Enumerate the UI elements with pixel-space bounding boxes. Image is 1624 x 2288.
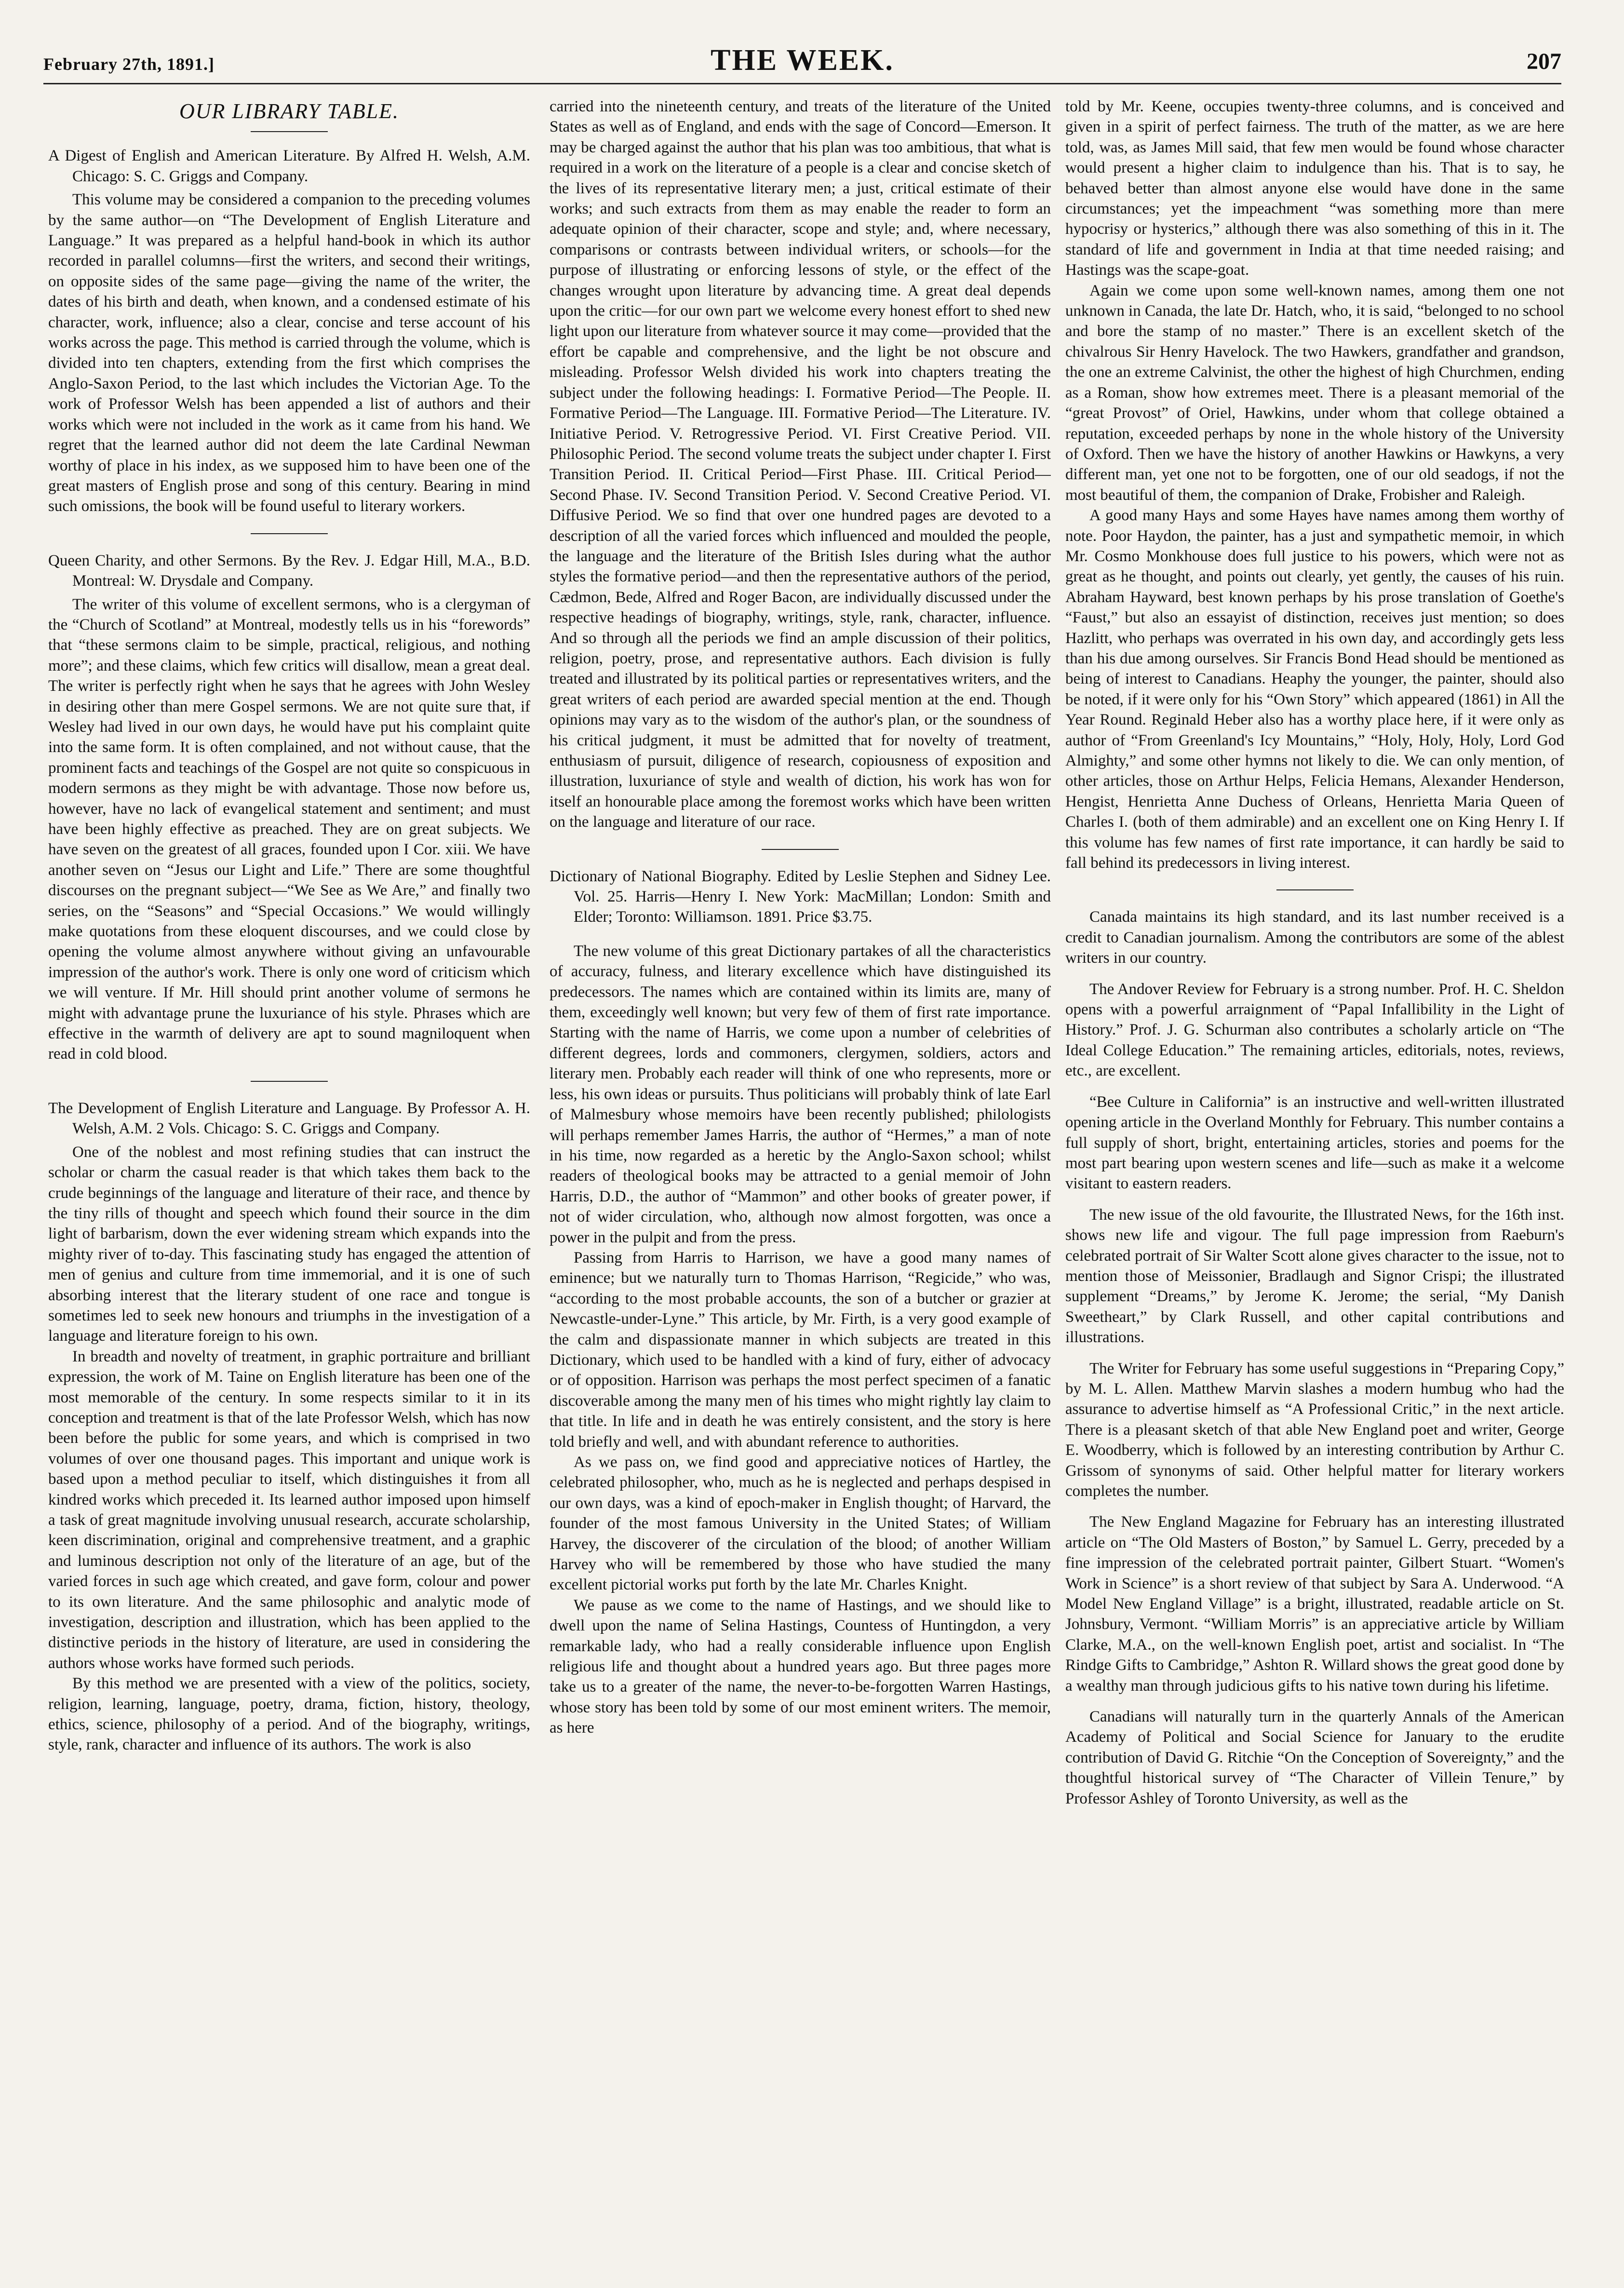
- page-header: [43, 43, 1561, 82]
- review-divider: [251, 1081, 328, 1082]
- review-paragraph: Passing from Harris to Harrison, we have a good many names of eminence; but we naturally turn to Thomas Harrison, “Regicide,” who was, “according to the most probable accounts, the son of a butcher or grazier at Newcastle-under-Lyne.” This article, by Mr. Firth, is a very good example of the calm and dispassionate manner in which subjects are treated in this Dictionary, which used to be handled with a kind of fury, either of advocacy or of opposition. Harrison was perhaps the most perfect specimen of a fanatic discoverable among the many men of his times who might rightly lay claim to that title. In life and in death he was entirely consistent, and the story is here told briefly and well, and with abundant reference to authorities.: [550, 1249, 1051, 1451]
- review-paragraph: The new volume of this great Dictionary partakes of all the characteristics of accuracy, fulness, and literary excellence which have distinguished its predecessors. The names which are contained within its limits are, many of them, exceedingly well known; but very few of them of first rate importance. Starting with the name of Harris, we come upon a number of celebrities of different degrees, lords and commoners, clergymen, soldiers, actors and literary men. Probably each reader will think of one who represents, more or less, his own ideas or pursuits. Thus politicians will probably think of late Earl of Malmesbury whose memoirs have been recently published; philologists will perhaps remember James Harris, the author of “Hermes,” a man of note in his time, now regarded as a heretic by the Anglo-Saxon school; whilst readers of theological books may be attracted to a genial memoir of John Harris, D.D., the author of “Mammon” and other books of greater power, if not of wider circulation, who, although now almost forgotten, was once a power in the pulpit and from the press.: [550, 942, 1051, 1246]
- review-paragraph: We pause as we come to the name of Hastings, and we should like to dwell upon the name of Selina Hastings, Countess of Huntingdon, a very remarkable lady, who had a really considerable influence upon English religious life and thought about a hundred years ago. But three pages more take us to a greater of the name, the never-to-be-forgotten Warren Hastings, whose story has been told by some of our most eminent writers. The memoir, as here: [550, 1596, 1051, 1737]
- column-1: [48, 96, 530, 2269]
- column-2: [550, 96, 1051, 2269]
- section-title: OUR LIBRARY TABLE.: [179, 99, 400, 123]
- review-body-digest: This volume may be considered a companion to the preceding volumes by the same author—on “The Development of English Literature and Language.” It was prepared as a helpful hand-book in which its author recorded in parallel columns—first the writers, and second their writings, on opposite sides of the same page—giving the name of the writer, the dates of his birth and death, when known, and a condensed estimate of his character, work, influence; also a clear, concise and terse account of his works across the page. This method is carried through the volume, which is divided into ten chapters, extending from the first which comprises the Anglo-Saxon Period, to the last which includes the Victorian Age. To the work of Professor Welsh has been appended a list of authors and their works which were not included in the work as it came from his hand. We regret that the learned author did not deem the late Cardinal Newman worthy of place in his index, as we supposed him to have been one of the great masters of English prose and song of this century. Bearing in mind such omissions, the book will be found useful to literary workers.: [48, 191, 530, 515]
- review-heading-digest: A Digest of English and American Literature. By Alfred H. Welsh, A.M. Chicago: S. C. Griggs and Company.: [48, 147, 530, 185]
- review-paragraph: In breadth and novelty of treatment, in graphic portraiture and brilliant expression, the work of M. Taine on English literature has been one of the most memorable of the century. In some respects similar to it in its conception and treatment is that of the late Professor Welsh, which has now been before the public for some years, and which is comprised in two volumes of over one thousand pages. This important and unique work is based upon a method peculiar to itself, which distinguishes it from all kindred works which preceded it. Its learned author imposed upon himself a task of great magnitude involving unusual research, accurate scholarship, keen discrimination, original and comprehensive treatment, and a graphic and luminous description not only of the literature of an age, but of the varied forces in such age which created, and gave form, colour and power to its own literature. And the same philosophic and analytic mode of investigation, description and illustration, which has been applied to the distinctive periods in the history of literature, are used in considering the authors whose works have formed such periods.: [48, 1347, 530, 1672]
- review-divider: [1276, 889, 1354, 890]
- review-heading-queen-charity: Queen Charity, and other Sermons. By the Rev. J. Edgar Hill, M.A., B.D. Montreal: W. Drysdale and Company.: [48, 552, 530, 590]
- periodical-note-andover: The Andover Review for February is a strong number. Prof. H. C. Sheldon opens with a powerful arraignment of “Papal Infallibility in the Light of History.” Prof. J. G. Schurman also contributes a scholarly article on “The Ideal College Education.” The remaining articles, editorials, notes, reviews, etc., are excellent.: [1065, 980, 1564, 1080]
- review-body-queen-charity: The writer of this volume of excellent sermons, who is a clergyman of the “Church of Scotland” at Montreal, modestly tells us in his “forewords” that “these sermons claim to be simple, practical, religious, and nothing more”; and these claims, which few critics will disallow, mean a great deal. The writer is perfectly right when he says that he agrees with John Wesley in desiring other than mere Gospel sermons. We are not quite sure that, if Wesley had lived in our own days, he would have put his complaint quite into the same form. It is often complained, and not without cause, that the prominent facts and teachings of the Gospel are not quite so conspicuous in modern sermons as they might be with advantage. Those now before us, however, have no lack of evangelical statement and sentiment; and must have been highly effective as preached. They are on great subjects. We have seven on the greatest of all graces, founded upon I Cor. xiii. We have another seven on “Jesus our Light and Life.” There are some thoughtful discourses on the pregnant subject—“We See as We Are,” and finally two series, on the “Seasons” and “Special Occasions.” We would willingly make quotations from these eloquent discourses, and we could close by opening the volume almost anywhere without giving an unfavourable impression of the author's work. There is only one word of criticism which we will venture. If Mr. Hill should print another volume of sermons he might with advantage prune the luxuriance of his style. Phrases which are effective in the warmth of delivery are apt to sound magniloquent when read in cold blood.: [48, 595, 530, 1063]
- review-paragraph: As we pass on, we find good and appreciative notices of Hartley, the celebrated philosopher, who, much as he is neglected and perhaps despised in our own days, was a kind of epoch-maker in English thought; of Harvard, the founder of the most famous University in the United States; of William Harvey, the discoverer of the circulation of the blood; of another William Harvey who will be remembered by those who have studied the many excellent pictorial works put forth by the late Mr. Charles Knight.: [550, 1454, 1051, 1594]
- periodical-note-canada: Canada maintains its high standard, and its last number received is a credit to Canadian journalism. Among the contributors are some of the ablest writers in our country.: [1065, 908, 1564, 967]
- review-heading-development: The Development of English Literature and Language. By Professor A. H. Welsh, A.M. 2 Vols. Chicago: S. C. Griggs and Company.: [48, 1099, 530, 1138]
- periodical-note-illustrated-news: The new issue of the old favourite, the Illustrated News, for the 16th inst. shows new life and vigour. The full page impression from Raeburn's celebrated portrait of Sir Walter Scott alone gives character to the issue, not to mention those of Meissonier, Bradlaugh and Signor Crispi; the illustrated supplement “Dreams,” by Jerome K. Jerome; the serial, “My Danish Sweetheart,” by Clark Russell, and other capital contributions and illustrations.: [1065, 1206, 1564, 1346]
- review-paragraph: told by Mr. Keene, occupies twenty-three columns, and is conceived and given in a spirit of perfect fairness. The truth of the matter, as we are here told, was, as James Mill said, that few men would be found whose character would present a higher claim to indulgence than his. That is to say, he behaved better than almost anyone else would have done in the same circumstances; yet the impeachment “was something more than mere hypocrisy or hysterics,” although there was also something of this in it. The standard of life and government in India at that time needed raising; and Hastings was the scape-goat.: [1065, 98, 1564, 279]
- header-rule: [43, 83, 1561, 84]
- page-number: 207: [1527, 49, 1561, 74]
- review-divider: [762, 849, 839, 850]
- issue-date: February 27th, 1891.]: [43, 54, 215, 74]
- review-paragraph: carried into the nineteenth century, and treats of the literature of the United States as well as of England, and ends with the sage of Concord—Emerson. It may be charged against the author that his plan was too ambitious, that what is required in a work on the literature of a people is a clear and concise sketch of the lives of its representative literary men; a just, critical estimate of their works; and such extracts from them as may enable the reader to form an adequate opinion of their character, scope and style; and, where necessary, comparisons or contrasts between individual writers, or schools—for the purpose of illustrating or enforcing lessons of style, or the effect of the changes wrought upon literature by advancing time. A great deal depends upon the critic—for our own part we welcome every honest effort to shed new light upon our literature from whatever source it may come—provided that the effort be capable and comprehensive, and the light be not obscure and misleading. Professor Welsh divided his work into chapters treating the subject under the following headings: I. Formative Period—The People. II. Formative Period—The Language. III. Formative Period—The Literature. IV. Initiative Period. V. Retrogressive Period. VI. First Creative Period. VII. Philosophic Period. The second volume treats the subject under chapter I. First Transition Period. II. Critical Period—First Phase. III. Critical Period—Second Phase. IV. Second Transition Period. V. Second Creative Period. VI. Diffusive Period. We so find that over one hundred pages are devoted to a description of all the varied forces which influenced and moulded the people, the language and the literature of the British Isles during what the author styles the formative period—and then the representative authors of the period, Cædmon, Bede, Alfred and Roger Bacon, are individually discussed under the respective headings of biography, writings, style, rank, character, influence. And so through all the periods we find an ample discussion of their politics, religion, poetry, prose, and representative authors. Each division is fully treated and illustrated by its political parties or representatives writers, and the great writers of each period are awarded special mention at the end. Though opinions may vary as to the wisdom of the author's plan, or the soundness of his critical judgment, it must be admitted that for novelty of treatment, enthusiasm of pursuit, diligence of research, copiousness of exposition and illustration, luxuriance of style and wealth of diction, his work has won for itself an honourable place among the foremost works which have been written on the language and literature of our race.: [550, 98, 1051, 831]
- review-paragraph: A good many Hays and some Hayes have names among them worthy of note. Poor Haydon, the painter, has a just and sympathetic memoir, in which Mr. Cosmo Monkhouse does full justice to his powers, which were not as great as he thought, and points out clearly, yet gently, the causes of his ruin. Abraham Hayward, best known perhaps by his prose translation of Goethe's “Faust,” but also an essayist of distinction, receives just mention; so does Hazlitt, who perhaps was overrated in his own day, and accordingly gets less than his due among ourselves. Sir Francis Bond Head should be mentioned as being of interest to Canadians. Heaphy the younger, the painter, should also be noted, if it were only for his “Own Story” which appeared (1861) in All the Year Round. Reginald Heber also has a worthy place here, if it were only as author of “From Greenland's Icy Mountains,” “Holy, Holy, Holy, Lord God Almighty,” and some other hymns not likely to die. We can only mention, of other articles, those on Arthur Helps, Felicia Hemans, Alexander Henderson, Hengist, Henrietta Anne Duchess of Orleans, Henrietta Maria Queen of Charles I. (both of them admirable) and an excellent one on King Henry I. If this volume has few names of first rate importance, it can hardly be said to fall behind its predecessors in living interest.: [1065, 507, 1564, 872]
- periodical-note-annals: Canadians will naturally turn in the quarterly Annals of the American Academy of Political and Social Science for January to the erudite contribution of David G. Ritchie “On the Conception of Sovereignty,” and the thoughtful historical survey of “The Character of Villein Tenure,” by Professor Ashley of Toronto University, as well as the: [1065, 1708, 1564, 1807]
- periodical-note-new-england: The New England Magazine for February has an interesting illustrated article on “The Old Masters of Boston,” by Samuel L. Gerry, preceded by a fine impression of the celebrated portrait painter, Gilbert Stuart. “Women's Work in Science” is a short review of that subject by Sara A. Underwood. “A Model New England Village” is a bright, illustrated, readable article on St. Johnsbury, Vermont. “William Morris” is an appreciative article by William Clarke, M.A., on the well-known English poet, artist and socialist. In “The Rindge Gifts to Cambridge,” Ashton R. Willard shows the great good done by a wealthy man through judicious gifts to his native town during his lifetime.: [1065, 1513, 1564, 1695]
- masthead-title: THE WEEK.: [711, 44, 894, 77]
- periodical-note-writer: The Writer for February has some useful suggestions in “Preparing Copy,” by M. L. Allen. Matthew Marvin slashes a modern humbug who had the assurance to advertise himself as “A Professional Critic,” in the next article. There is a pleasant sketch of that able New England poet and writer, George E. Woodberry, which is followed by an interesting contribution by Arthur C. Grissom of synonyms of said. Other helpful matter for literary workers completes the number.: [1065, 1359, 1564, 1500]
- review-heading-dictionary: Dictionary of National Biography. Edited by Leslie Stephen and Sidney Lee. Vol. 25. Harris—Henry I. New York: MacMillan; London: Smith and Elder; Toronto: Williamson. 1891. Price $3.75.: [550, 867, 1051, 926]
- column-3: [1065, 96, 1564, 2269]
- review-paragraph: One of the noblest and most refining studies that can instruct the scholar or charm the casual reader is that which takes them back to the crude beginnings of the language and literature of their race, and thence by the tiny rills of thought and speech which found their source in the dim light of barbarism, down the ever widening stream which expands into the mighty river of to-day. This fascinating study has engaged the attention of men of genius and culture from time immemorial, and it is one of such absorbing interest that the literary student of one race and tongue is sometimes led to seek new honours and triumphs in the investigation of a language and literature foreign to his own.: [48, 1143, 530, 1345]
- review-paragraph: Again we come upon some well-known names, among them one not unknown in Canada, the late Dr. Hatch, who, it is said, “belonged to no school and bore the stamp of no master.” There is an excellent sketch of the chivalrous Sir Henry Havelock. The two Hawkers, grandfather and grandson, the one an extreme Calvinist, the other the highest of high Churchmen, ending as a Roman, show how extremes meet. There is a pleasant memorial of the “great Provost” of Oriel, Hawkins, under whom that college obtained a reputation, exceeded perhaps by none in the whole history of the University of Oxford. Then we have the history of another Hawkins or Hawkyns, a very different man, yet one not to be forgotten, one of our old seadogs, if not the most beautiful of them, the companion of Drake, Frobisher and Raleigh.: [1065, 282, 1564, 504]
- title-divider: [251, 131, 328, 132]
- review-paragraph: By this method we are presented with a view of the politics, society, religion, learning, language, poetry, drama, fiction, history, theology, ethics, science, philosophy of a period. And of the biography, writings, style, rank, character and influence of its authors. The work is also: [48, 1675, 530, 1754]
- review-divider: [251, 533, 328, 534]
- periodical-note-overland: “Bee Culture in California” is an instructive and well-written illustrated opening article in the Overland Monthly for February. This number contains a full supply of short, bright, entertaining articles, stories and poems for the most part bearing upon western scenes and life—such as make it a welcome visitant to eastern readers.: [1065, 1093, 1564, 1193]
